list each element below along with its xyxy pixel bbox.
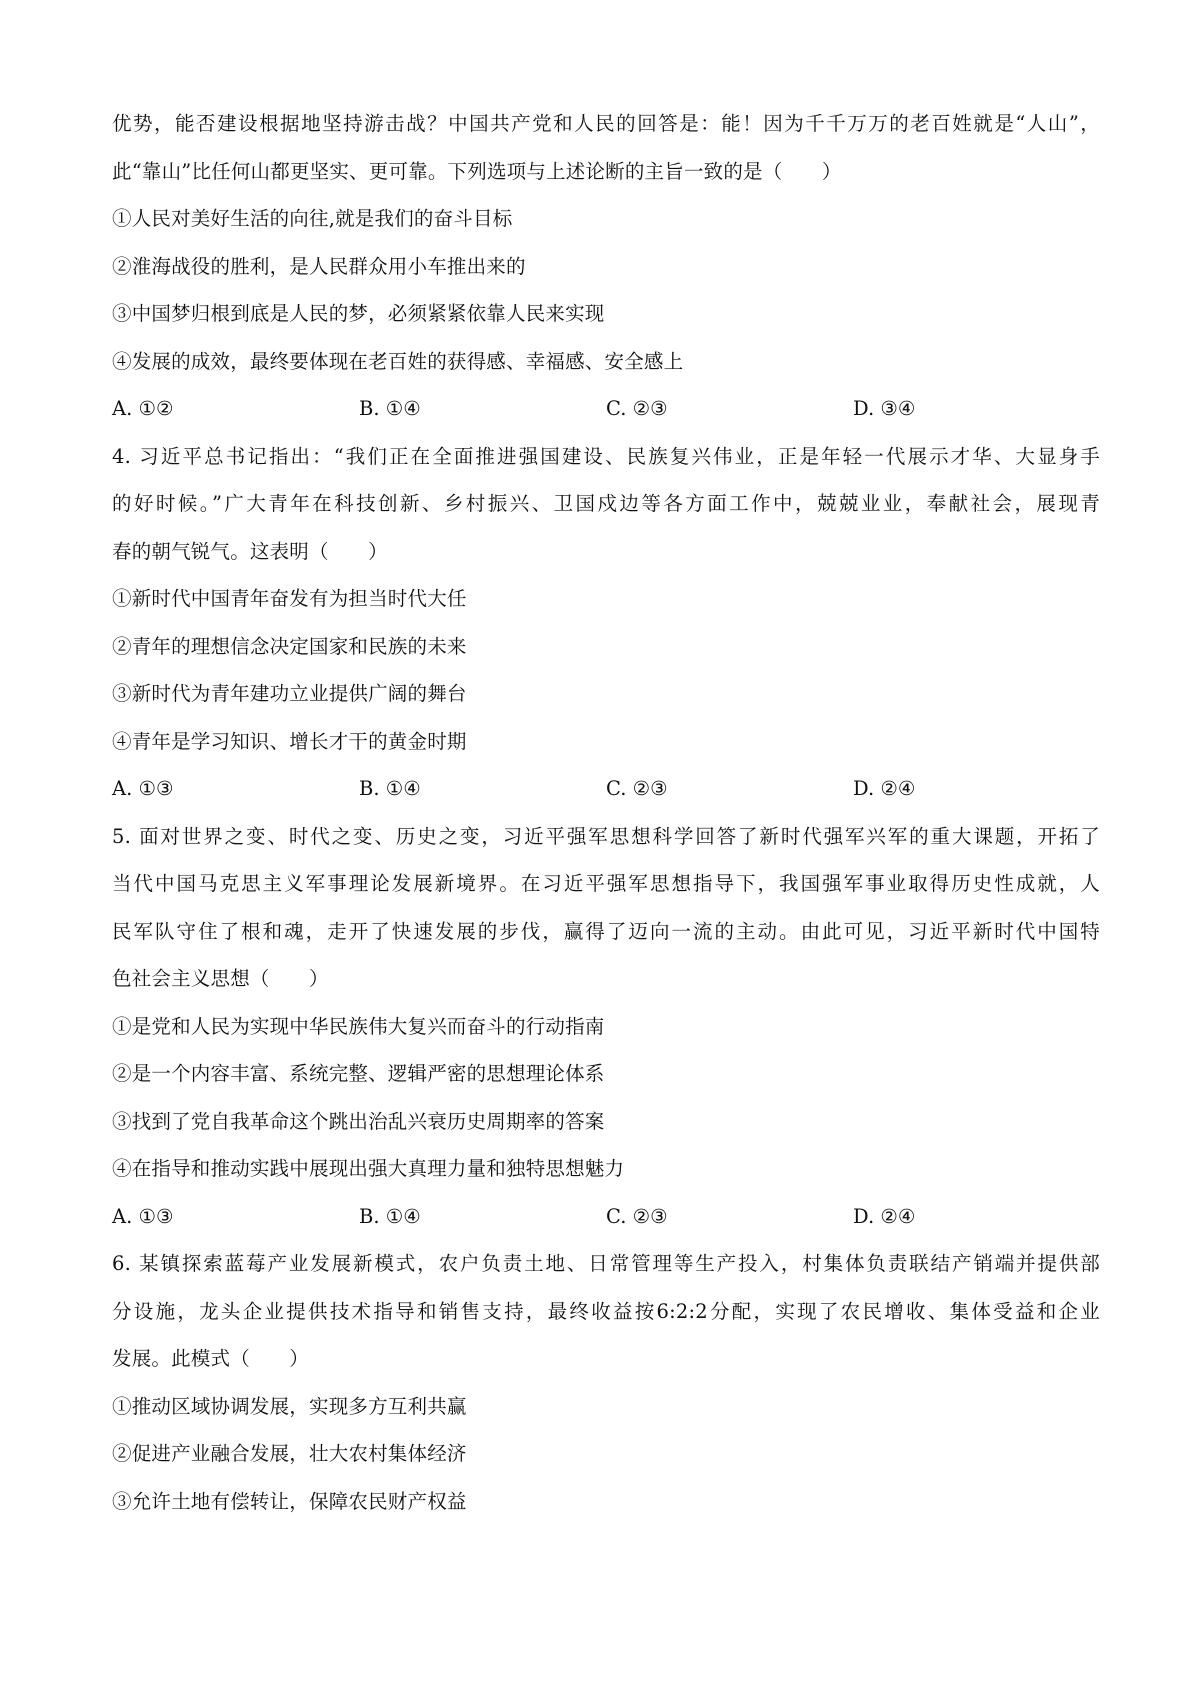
- statement-option: ④发展的成效，最终要体现在老百姓的获得感、幸福感、安全感上: [112, 349, 684, 373]
- question-stem-line: 此“靠山”比任何山都更坚实、更可靠。下列选项与上述论断的主旨一致的是（ ）: [112, 159, 842, 183]
- question-6: [112, 1240, 1100, 1525]
- question-stem-line: 4. 习近平总书记指出：“我们正在全面推进强国建设、民族复兴伟业，正是年轻一代展示才华、大显身手: [112, 444, 1100, 468]
- document-page: [112, 100, 1100, 1525]
- question-stem-line: 5. 面对世界之变、时代之变、历史之变，习近平强军思想科学回答了新时代强军兴军的重大课题，开拓了: [112, 824, 1100, 848]
- statement-option: ②是一个内容丰富、系统完整、逻辑严密的思想理论体系: [112, 1062, 605, 1085]
- statement-option: ②促进产业融合发展，壮大农村集体经济: [112, 1442, 467, 1465]
- choice-d: D. ②④: [853, 1204, 916, 1228]
- question-stem-line: 优势，能否建设根据地坚持游击战？中国共产党和人民的回答是：能！因为千千万万的老百姓就是“人山”，: [112, 112, 1100, 135]
- choice-d: D. ③④: [853, 397, 916, 420]
- question-stem-line: 春的朝气锐气。这表明（ ）: [112, 539, 388, 563]
- question-stem-line: 发展。此模式（ ）: [112, 1347, 310, 1370]
- question-stem-line: 6. 某镇探索蓝莓产业发展新模式，农户负责土地、日常管理等生产投入，村集体负责联结产销端并提供部: [112, 1252, 1100, 1275]
- question-stem-line: 当代中国马克思主义军事理论发展新境界。在习近平强军思想指导下，我国强军事业取得历史性成就，人: [112, 872, 1100, 895]
- statement-option: ③找到了党自我革命这个跳出治乱兴衰历史周期率的答案: [112, 1109, 605, 1133]
- question-4: [112, 433, 1100, 813]
- statement-option: ③允许土地有偿转让，保障农民财产权益: [112, 1489, 467, 1513]
- question-stem-line: 色社会主义思想（ ）: [112, 967, 329, 990]
- choice-d: D. ②④: [853, 777, 916, 800]
- choice-a: A. ①②: [112, 397, 174, 420]
- answer-choices: [112, 765, 1100, 813]
- statement-option: ②淮海战役的胜利，是人民群众用小车推出来的: [112, 254, 526, 278]
- question-stem-line: 民军队守住了根和魂，走开了快速发展的步伐，赢得了迈向一流的主动。由此可见，习近平新时代中国特: [112, 919, 1100, 943]
- statement-option: ④在指导和推动实践中展现出强大真理力量和独特思想魅力: [112, 1157, 625, 1180]
- statement-option: ①推动区域协调发展，实现多方互利共赢: [112, 1394, 467, 1418]
- statement-option: ③中国梦归根到底是人民的梦，必须紧紧依靠人民来实现: [112, 302, 605, 325]
- answer-choices: [112, 1193, 1100, 1241]
- statement-option: ④青年是学习知识、增长才干的黄金时期: [112, 729, 467, 753]
- choice-a: A. ①③: [112, 1204, 174, 1228]
- choice-b: B. ①④: [359, 1204, 421, 1228]
- choice-c: C. ②③: [606, 397, 668, 420]
- choice-b: B. ①④: [359, 777, 421, 800]
- statement-option: ①是党和人民为实现中华民族伟大复兴而奋斗的行动指南: [112, 1014, 605, 1038]
- question-stem-line: 分设施，龙头企业提供技术指导和销售支持，最终收益按6:2:2分配，实现了农民增收、集体受益和企业: [112, 1299, 1100, 1323]
- statement-option: ①新时代中国青年奋发有为担当时代大任: [112, 587, 467, 610]
- question-3: [112, 100, 1100, 433]
- statement-option: ②青年的理想信念决定国家和民族的未来: [112, 634, 467, 658]
- choice-c: C. ②③: [606, 777, 668, 800]
- choice-c: C. ②③: [606, 1204, 668, 1228]
- question-5: [112, 813, 1100, 1241]
- statement-option: ①人民对美好生活的向往,就是我们的奋斗目标: [112, 207, 513, 230]
- statement-option: ③新时代为青年建功立业提供广阔的舞台: [112, 682, 467, 705]
- answer-choices: [112, 385, 1100, 433]
- question-stem-line: 的好时候。”广大青年在科技创新、乡村振兴、卫国戍边等各方面工作中，兢兢业业，奉献社会，展现青: [112, 492, 1100, 515]
- choice-b: B. ①④: [359, 397, 421, 420]
- choice-a: A. ①③: [112, 777, 174, 800]
